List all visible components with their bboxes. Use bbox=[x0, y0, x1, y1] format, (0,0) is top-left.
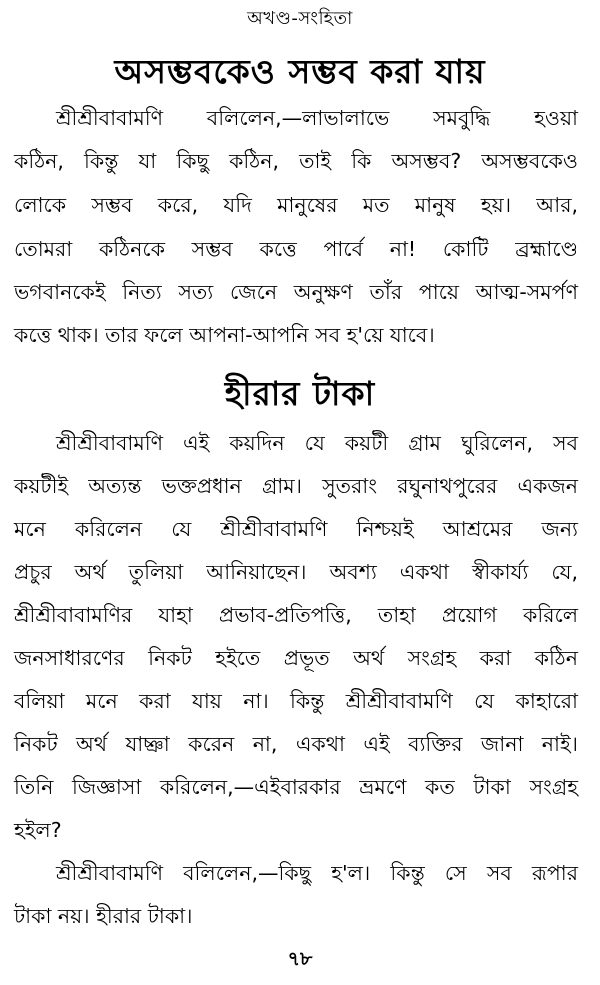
paragraph-line: মনে করিলেন যে শ্রীশ্রীবাবামণি নিশ্চয়ই আশ্রমের জন্য bbox=[14, 517, 578, 541]
paragraph-line: বলিয়া মনে করা যায় না। কিন্তু শ্রীশ্রীবাবামণি যে কাহারো bbox=[14, 689, 578, 713]
section-heading-1: অসম্ভবকেও সম্ভব করা যায় bbox=[114, 52, 486, 91]
paragraph-line: তোমরা কঠিনকে সম্ভব কত্তে পার্বে না! কোটি ব্রহ্মাণ্ডে bbox=[14, 237, 578, 261]
paragraph-line: জনসাধারণের নিকট হইতে প্রভূত অর্থ সংগ্রহ করা কঠিন bbox=[14, 646, 578, 670]
paragraph-line: টাকা নয়। হীরার টাকা। bbox=[14, 904, 193, 928]
paragraph-line: কঠিন, কিন্তু যা কিছু কঠিন, তাই কি অসম্ভব? অসম্ভবকেও bbox=[14, 149, 578, 173]
paragraph-line: শ্রীশ্রীবাবামণি বলিলেন,—লাভালাভে সমবুদ্ধি হওয়া bbox=[56, 106, 578, 130]
paragraph-line: প্রচুর অর্থ তুলিয়া আনিয়াছেন। অবশ্য একথা স্বীকার্য্য যে, bbox=[14, 560, 578, 584]
paragraph-line: নিকট অর্থ যাচ্ঞা করেন না, একথা এই ব্যক্তির জানা নাই। bbox=[14, 732, 578, 756]
running-head: অখণ্ড-সংহিতা bbox=[247, 8, 353, 29]
paragraph-line: তিনি জিজ্ঞাসা করিলেন,—এইবারকার ভ্রমণে কত টাকা সংগ্রহ bbox=[14, 775, 578, 799]
paragraph-line: শ্রীশ্রীবাবামণি বলিলেন,—কিছু হ'ল। কিন্তু সে সব রূপার bbox=[56, 861, 578, 885]
paragraph-line: কত্তে থাক। তার ফলে আপনা-আপনি সব হ'য়ে যাবে। bbox=[14, 323, 435, 347]
paragraph-line: লোকে সম্ভব করে, যদি মানুষের মত মানুষ হয়। আর, bbox=[14, 193, 578, 217]
paragraph-line: শ্রীশ্রীবাবামণির যাহা প্রভাব-প্রতিপত্তি, তাহা প্রয়োগ করিলে bbox=[14, 603, 578, 627]
paragraph-line: ভগবানকেই নিত্য সত্য জেনে অনুক্ষণ তাঁর পায়ে আত্ম-সমর্পণ bbox=[14, 280, 578, 304]
paragraph-line: হইল? bbox=[14, 818, 62, 842]
section-heading-2: হীরার টাকা bbox=[224, 374, 376, 413]
paragraph-line: কয়টীই অত্যন্ত ভক্তপ্রধান গ্রাম। সুতরাং রঘুনাথপুরের একজন bbox=[14, 474, 578, 498]
paragraph-line: শ্রীশ্রীবাবামণি এই কয়দিন যে কয়টী গ্রাম ঘুরিলেন, সব bbox=[56, 431, 578, 455]
page-number: ৭৮ bbox=[287, 948, 313, 970]
